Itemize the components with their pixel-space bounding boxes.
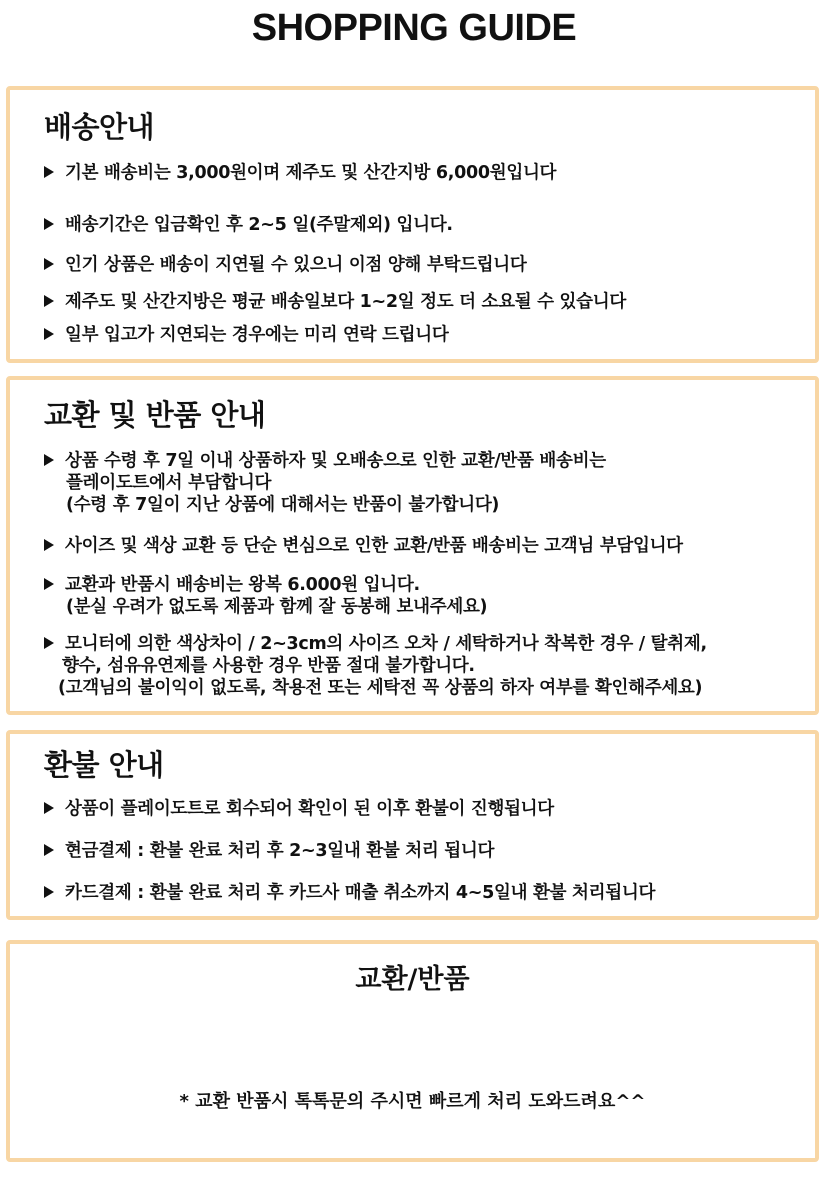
bullet-arrow-icon	[44, 166, 54, 178]
bullet-arrow-icon	[44, 539, 54, 551]
shipping-item: 인기 상품은 배송이 지연될 수 있으니 이점 양해 부탁드립니다	[44, 254, 795, 276]
exchange-item: 모니터에 의한 색상차이 / 2~3cm의 사이즈 오차 / 세탁하거나 착복한 경우 / 탈취제, 향수, 섬유유연제를 사용한 경우 반품 절대 불가합니다. (고객님의 불이익이 없도록, 착용전 또는 세탁전 꼭 상품의 하자 여부를 확인해주세요)	[44, 633, 795, 699]
bullet-arrow-icon	[44, 295, 54, 307]
refund-item: 현금결제 : 환불 완료 처리 후 2~3일내 환불 처리 됩니다	[44, 840, 795, 862]
bullet-arrow-icon	[44, 578, 54, 590]
exchange-item: 상품 수령 후 7일 이내 상품하자 및 오배송으로 인한 교환/반품 배송비는 플레이도트에서 부담합니다 (수령 후 7일이 지난 상품에 대해서는 반품이 불가합니다)	[44, 450, 795, 516]
bullet-arrow-icon	[44, 328, 54, 340]
refund-section	[6, 730, 819, 920]
bullet-arrow-icon	[44, 802, 54, 814]
bullet-arrow-icon	[44, 637, 54, 649]
exchange-item: 사이즈 및 색상 교환 등 단순 변심으로 인한 교환/반품 배송비는 고객님 부담입니다	[44, 535, 795, 557]
refund-item: 상품이 플레이도트로 회수되어 확인이 된 이후 환불이 진행됩니다	[44, 798, 795, 820]
shipping-item: 일부 입고가 지연되는 경우에는 미리 연락 드립니다	[44, 324, 795, 346]
contact-note: * 교환 반품시 톡톡문의 주시면 빠르게 처리 도와드려요^^	[179, 1091, 646, 1112]
bullet-arrow-icon	[44, 844, 54, 856]
bullet-arrow-icon	[44, 218, 54, 230]
refund-heading: 환불 안내	[44, 748, 164, 782]
contact-heading: 교환/반품	[355, 964, 470, 995]
shipping-section	[6, 86, 819, 363]
bullet-arrow-icon	[44, 454, 54, 466]
exchange-section	[6, 376, 819, 715]
refund-item: 카드결제 : 환불 완료 처리 후 카드사 매출 취소까지 4~5일내 환불 처리됩니다	[44, 882, 795, 904]
shipping-item: 제주도 및 산간지방은 평균 배송일보다 1~2일 정도 더 소요될 수 있습니다	[44, 291, 795, 313]
page-title: SHOPPING GUIDE	[251, 7, 577, 49]
shipping-item: 배송기간은 입금확인 후 2~5 일(주말제외) 입니다.	[44, 214, 795, 236]
shipping-item: 기본 배송비는 3,000원이며 제주도 및 산간지방 6,000원입니다	[44, 162, 795, 184]
exchange-heading: 교환 및 반품 안내	[44, 398, 266, 432]
exchange-item: 교환과 반품시 배송비는 왕복 6.000원 입니다. (분실 우려가 없도록 제품과 함께 잘 동봉해 보내주세요)	[44, 574, 795, 618]
contact-section	[6, 940, 819, 1162]
bullet-arrow-icon	[44, 886, 54, 898]
bullet-arrow-icon	[44, 258, 54, 270]
shipping-heading: 배송안내	[44, 110, 155, 144]
